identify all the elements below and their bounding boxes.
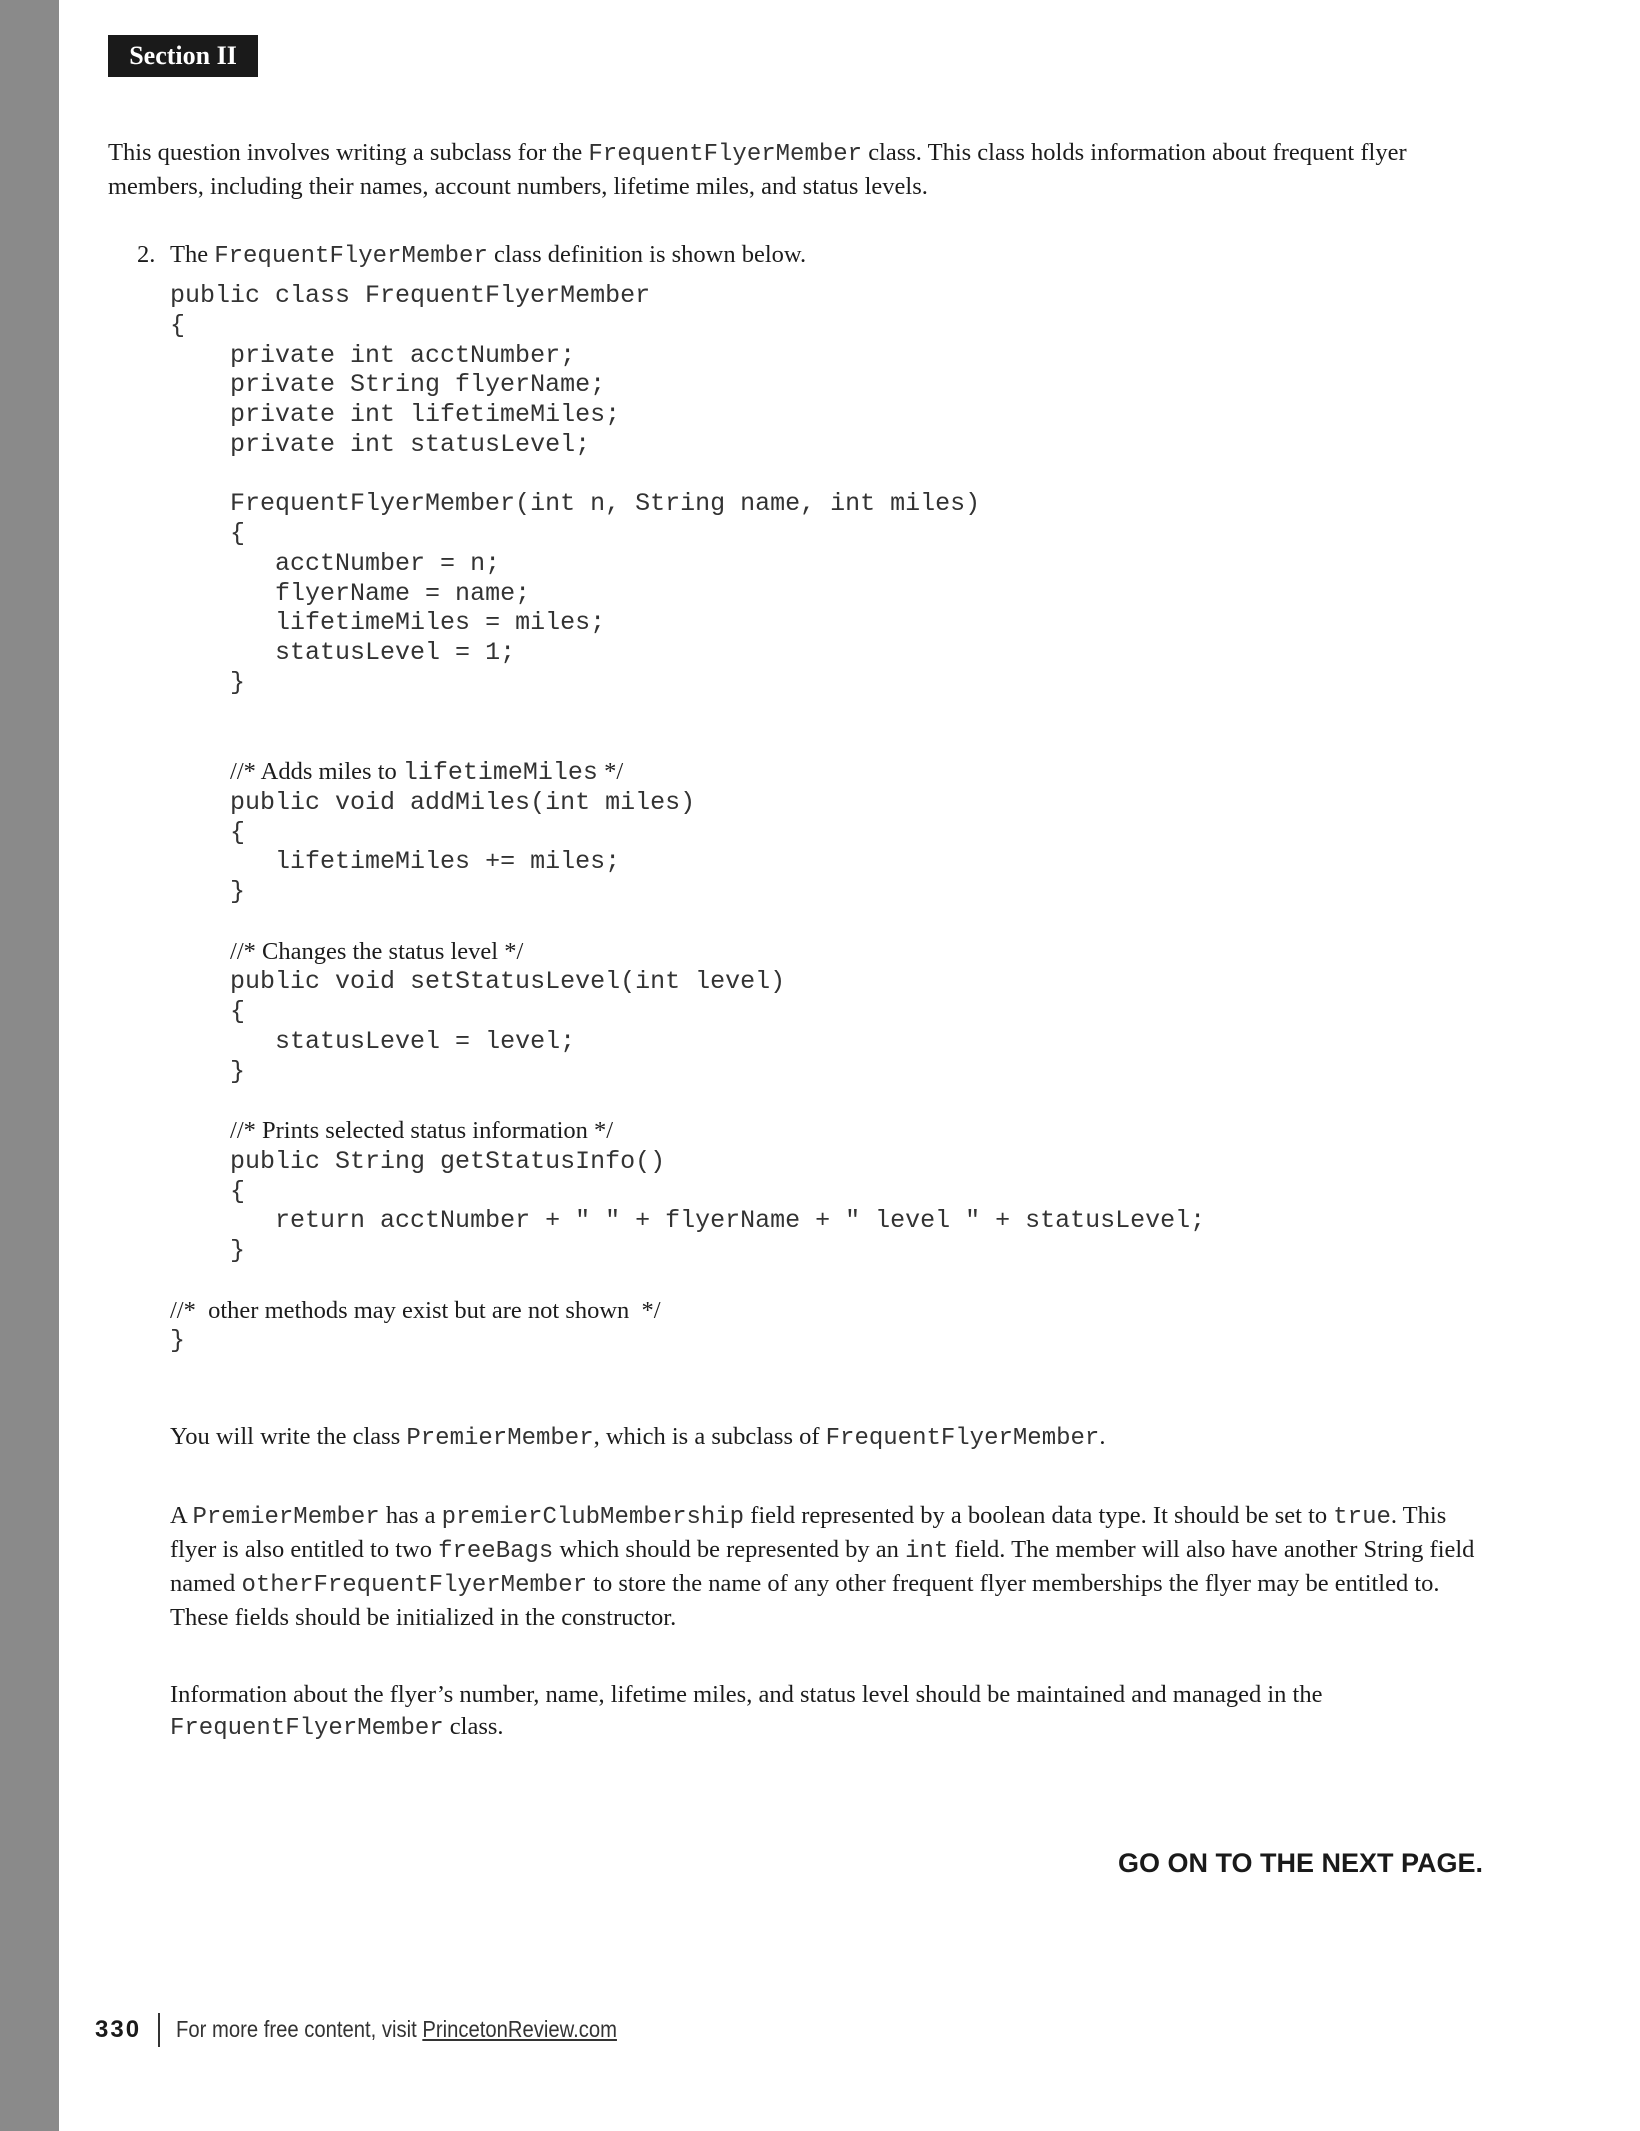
section-label: Section II bbox=[108, 35, 258, 77]
para-text: Information about the flyer’s number, name, lifetime miles, and status level should be maintained and managed in the bbox=[170, 1681, 1323, 1708]
para-text: class. bbox=[443, 1713, 504, 1740]
code-statement: return acctNumber + " " + flyerName + " level " + statusLevel; bbox=[275, 1206, 1206, 1236]
code-field: private int acctNumber; bbox=[230, 340, 576, 370]
intro-text: This question involves writing a subclass for the bbox=[108, 139, 589, 166]
info-paragraph bbox=[170, 1679, 1490, 1745]
comment-text: //* Adds miles to bbox=[230, 758, 403, 785]
page-number: 330 bbox=[95, 2016, 142, 2043]
code-statement: lifetimeMiles += miles; bbox=[275, 847, 621, 877]
intro-paragraph bbox=[108, 137, 1488, 203]
code-constructor-signature: FrequentFlyerMember(int n, String name, int miles) bbox=[230, 489, 981, 519]
para-text: which should be represented by an bbox=[553, 1536, 906, 1563]
comment-text: */ bbox=[597, 758, 624, 785]
code-method-signature: public void setStatusLevel(int level) bbox=[230, 967, 786, 997]
para-text: A bbox=[170, 1502, 193, 1529]
para-code: PremierMember bbox=[192, 1504, 380, 1531]
para-text: . This flyer is also entitled to two bbox=[170, 1502, 1447, 1563]
code-brace: { bbox=[170, 310, 186, 340]
para-code: int bbox=[905, 1538, 949, 1565]
footer-divider bbox=[158, 2013, 160, 2047]
code-brace: } bbox=[230, 1236, 246, 1265]
code-statement: flyerName = name; bbox=[275, 578, 531, 608]
question-number: 2. bbox=[137, 241, 156, 268]
code-brace: } bbox=[230, 877, 246, 906]
para-text: You will write the class bbox=[170, 1423, 407, 1450]
para-code: FrequentFlyerMember bbox=[170, 1715, 444, 1742]
para-text: has a bbox=[379, 1502, 442, 1529]
code-brace: } bbox=[170, 1326, 186, 1356]
code-comment: //* other methods may exist but are not shown */ bbox=[170, 1296, 661, 1324]
para-code: true bbox=[1333, 1504, 1391, 1531]
para-text: , which is a subclass of bbox=[593, 1423, 826, 1450]
question-text: The bbox=[170, 241, 215, 268]
footer-credit bbox=[176, 2016, 617, 2043]
page-gutter-bar bbox=[0, 0, 59, 2131]
code-statement: acctNumber = n; bbox=[275, 548, 501, 578]
para-code: freeBags bbox=[438, 1538, 554, 1565]
code-brace: { bbox=[230, 997, 246, 1026]
fields-paragraph bbox=[170, 1500, 1490, 1634]
next-page-notice: GO ON TO THE NEXT PAGE. bbox=[1117, 1848, 1483, 1878]
code-brace: { bbox=[230, 817, 246, 847]
code-brace: } bbox=[230, 667, 246, 697]
question-prompt bbox=[170, 239, 806, 273]
para-code: premierClubMembership bbox=[441, 1504, 745, 1531]
para-text: to store the name of any other frequent flyer memberships the flyer may be entitled to. These fields should be initialized in the constructor. bbox=[170, 1570, 1440, 1631]
intro-text-rest: class. This class holds information about frequent flyer members, including their names, account numbers, lifetime miles, and status levels. bbox=[108, 139, 1407, 200]
code-comment: //* Changes the status level */ bbox=[230, 937, 524, 965]
comment-code: lifetimeMiles bbox=[402, 758, 598, 787]
para-text: field represented by a boolean data type. It should be set to bbox=[744, 1502, 1334, 1529]
para-code: otherFrequentFlyerMember bbox=[241, 1572, 588, 1599]
question-class-name: FrequentFlyerMember bbox=[214, 243, 488, 270]
code-field: private int statusLevel; bbox=[230, 429, 591, 459]
code-comment bbox=[230, 758, 623, 785]
para-code: FrequentFlyerMember bbox=[825, 1425, 1100, 1452]
para-code: PremierMember bbox=[406, 1425, 594, 1452]
footer-credit-link[interactable]: PrincetonReview.com bbox=[422, 2016, 617, 2042]
code-method-signature: public String getStatusInfo() bbox=[230, 1146, 666, 1176]
task-paragraph bbox=[170, 1421, 1490, 1455]
question-text-rest: class definition is shown below. bbox=[487, 241, 807, 268]
code-comment: //* Prints selected status information */ bbox=[230, 1117, 614, 1144]
code-field: private String flyerName; bbox=[230, 370, 606, 400]
code-statement: statusLevel = level; bbox=[275, 1026, 576, 1056]
footer-credit-text: For more free content, visit bbox=[176, 2016, 423, 2042]
code-statement: lifetimeMiles = miles; bbox=[275, 608, 606, 638]
code-statement: statusLevel = 1; bbox=[275, 638, 516, 667]
code-method-signature: public void addMiles(int miles) bbox=[230, 787, 696, 817]
code-brace: { bbox=[230, 519, 246, 548]
intro-class-name: FrequentFlyerMember bbox=[588, 141, 863, 168]
code-field: private int lifetimeMiles; bbox=[230, 400, 621, 429]
code-brace: { bbox=[230, 1176, 246, 1206]
code-listing bbox=[170, 281, 1205, 1356]
code-class-header: public class FrequentFlyerMember bbox=[170, 281, 651, 310]
para-text: . bbox=[1099, 1423, 1106, 1450]
code-brace: } bbox=[230, 1056, 246, 1086]
para-text: field. The member will also have another String field named bbox=[170, 1536, 1475, 1597]
